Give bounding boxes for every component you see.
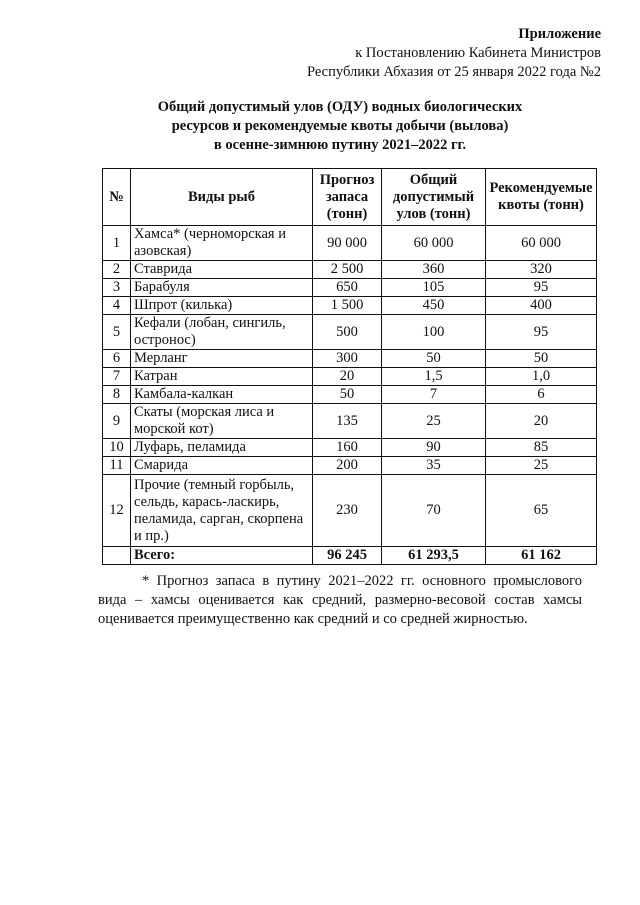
cell-forecast: 300 [313,350,382,368]
cell-tac: 7 [382,386,486,404]
cell-quota: 65 [486,475,597,547]
cell-quota: 85 [486,439,597,457]
footnote: * Прогноз запаса в путину 2021–2022 гг. основного промыслового вида – хамсы оценивается как средний, размерно-весовой состав хамсы оценивается преимущественно как средний и со средней жирностью. [98,573,582,627]
cell-tac: 70 [382,475,486,547]
cell-species: Барабуля [131,279,313,297]
appendix-line-1: к Постановлению Кабинета Министров [355,45,601,61]
cell-quota: 60 000 [486,226,597,261]
cell-quota: 6 [486,386,597,404]
table-row [103,439,597,457]
table-row [103,457,597,475]
cell-tac: 1,5 [382,368,486,386]
table-row [103,368,597,386]
cell-species: Шпрот (килька) [131,297,313,315]
cell-forecast: 200 [313,457,382,475]
cell-quota: 320 [486,261,597,279]
document-title-line-1: Общий допустимый улов (ОДУ) водных биологических [157,99,523,115]
document-title-line-2: ресурсов и рекомендуемые квоты добычи (вылова) [171,118,509,134]
cell-tac: 360 [382,261,486,279]
column-header-species: Виды рыб [131,169,313,226]
table-row [103,475,597,547]
cell-species: Мерланг [131,350,313,368]
cell-tac: 90 [382,439,486,457]
table-row [103,404,597,439]
cell-num: 11 [103,457,131,475]
cell-num: 6 [103,350,131,368]
document-title-line-3: в осенне-зимнюю путину 2021–2022 гг. [213,137,467,153]
cell-quota: 95 [486,315,597,350]
cell-quota: 50 [486,350,597,368]
total-tac: 61 293,5 [382,547,486,565]
table-header-row [103,169,597,226]
column-header-quota: Рекомендуемые квоты (тонн) [486,169,597,226]
column-header-forecast: Прогноз запаса (тонн) [313,169,382,226]
cell-quota: 20 [486,404,597,439]
cell-forecast: 90 000 [313,226,382,261]
total-quota: 61 162 [486,547,597,565]
cell-quota: 25 [486,457,597,475]
cell-species: Луфарь, пеламида [131,439,313,457]
cell-num: 8 [103,386,131,404]
cell-num: 4 [103,297,131,315]
cell-forecast: 50 [313,386,382,404]
cell-num: 10 [103,439,131,457]
cell-num: 3 [103,279,131,297]
appendix-header [307,25,601,82]
cell-num: 1 [103,226,131,261]
cell-tac: 60 000 [382,226,486,261]
cell-species: Скаты (морская лиса и морской кот) [131,404,313,439]
table-row [103,350,597,368]
cell-quota: 95 [486,279,597,297]
cell-forecast: 650 [313,279,382,297]
table-row [103,279,597,297]
cell-forecast: 160 [313,439,382,457]
cell-species: Камбала-калкан [131,386,313,404]
table-row [103,315,597,350]
column-header-num: № [103,169,131,226]
total-label: Всего: [131,547,313,565]
column-header-tac: Общий допустимый улов (тонн) [382,169,486,226]
cell-tac: 450 [382,297,486,315]
appendix-title: Приложение [518,26,601,42]
cell-species: Кефали (лобан, сингиль, остронос) [131,315,313,350]
cell-forecast: 2 500 [313,261,382,279]
cell-species: Катран [131,368,313,386]
cell-forecast: 230 [313,475,382,547]
table-row [103,226,597,261]
cell-tac: 100 [382,315,486,350]
cell-tac: 25 [382,404,486,439]
cell-num: 2 [103,261,131,279]
document-title [120,98,560,155]
table-row [103,297,597,315]
cell-tac: 50 [382,350,486,368]
appendix-line-2: Республики Абхазия от 25 января 2022 года №2 [307,64,601,80]
cell-num: 9 [103,404,131,439]
cell-num: 7 [103,368,131,386]
cell-forecast: 20 [313,368,382,386]
total-forecast: 96 245 [313,547,382,565]
cell-quota: 1,0 [486,368,597,386]
cell-species: Хамса* (черноморская и азовская) [131,226,313,261]
cell-num: 12 [103,475,131,547]
cell-forecast: 1 500 [313,297,382,315]
cell-tac: 35 [382,457,486,475]
cell-forecast: 500 [313,315,382,350]
table-row [103,386,597,404]
cell-quota: 400 [486,297,597,315]
cell-num: 5 [103,315,131,350]
cell-species: Прочие (темный горбыль, сельдь, карась-ласкирь, пеламида, сарган, скорпена и пр.) [131,475,313,547]
cell-forecast: 135 [313,404,382,439]
cell-species: Ставрида [131,261,313,279]
cell-num-empty [103,547,131,565]
quota-table [102,168,597,565]
table-total-row [103,547,597,565]
table-row [103,261,597,279]
cell-species: Смарида [131,457,313,475]
cell-tac: 105 [382,279,486,297]
